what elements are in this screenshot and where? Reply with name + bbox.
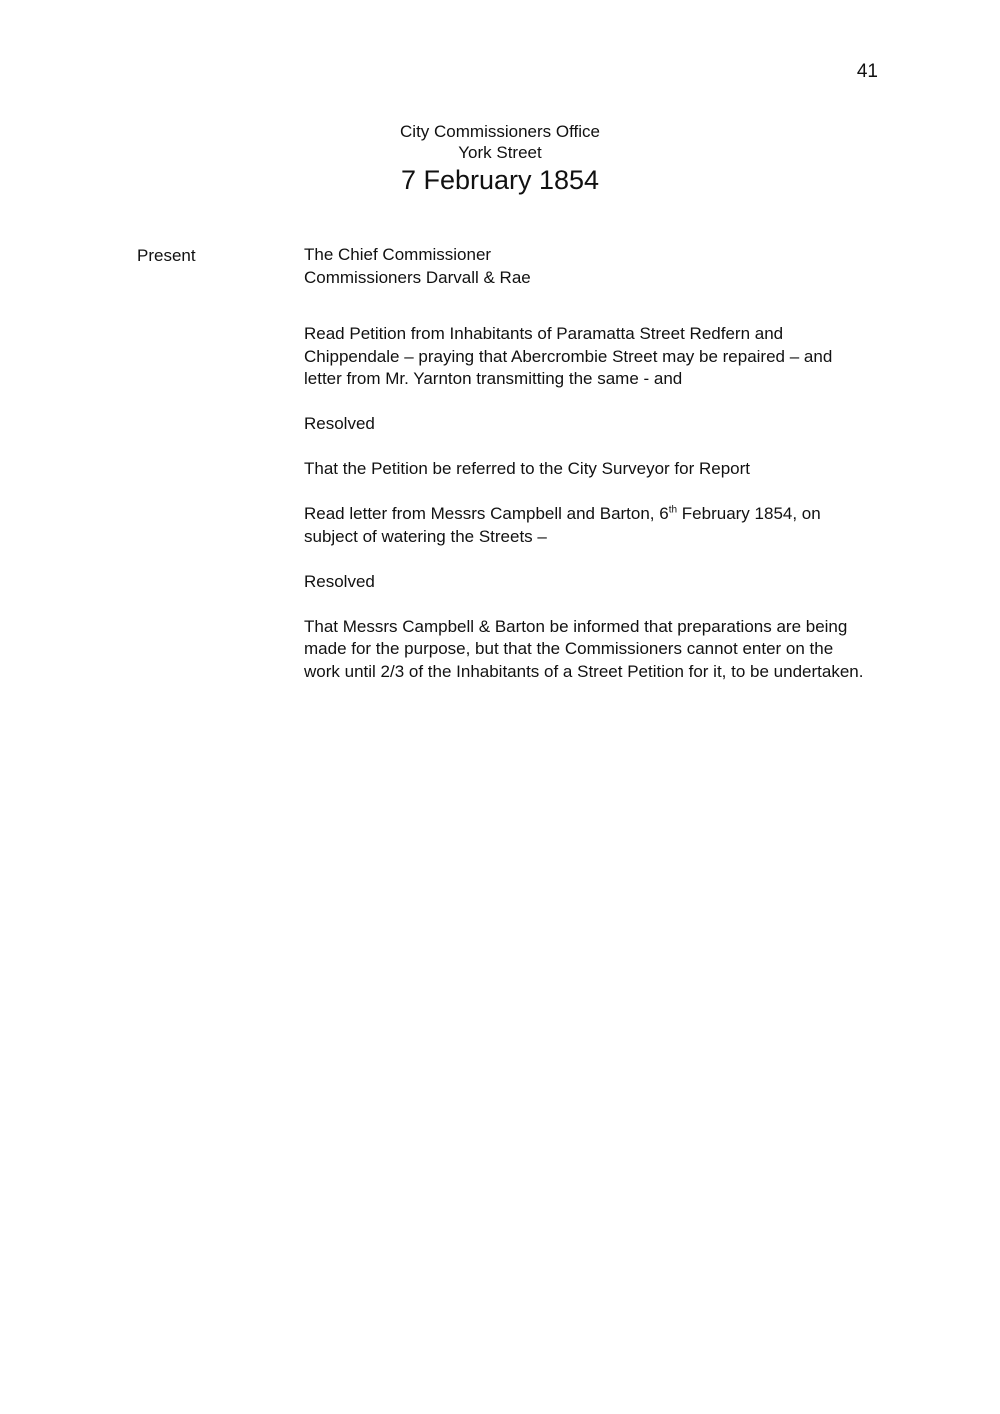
minute-line: subject of watering the Streets – [304,526,547,546]
present-label: Present [137,246,196,265]
meeting-date: 7 February 1854 [400,165,600,195]
resolved-heading: Resolved [304,414,375,433]
attendee: The Chief Commissioner [304,245,492,264]
resolved-heading: Resolved [304,571,375,591]
minute-line: Read Petition from Inhabitants of Paramatta Street Redfern and [304,324,784,343]
office-name: City Commissioners Office [400,122,600,141]
ordinal-suffix: th [668,504,678,516]
minute-line: work until 2/3 of the Inhabitants of a Street Petition for it, to be undertaken. [304,661,864,681]
minutes-body [304,244,944,683]
minute-line: That Messrs Campbell & Barton be informed that preparations are being [304,616,848,636]
attendee: Commissioners Darvall & Rae [304,267,531,287]
office-street: York Street [458,143,542,162]
resolution-text [304,616,944,684]
minute-line [304,503,944,526]
minute-line: Chippendale – praying that Abercrombie Street may be repaired – and [304,346,833,366]
resolution-text: That the Petition be referred to the City Surveyor for Report [304,459,750,478]
page-number: 41 [856,61,878,82]
minute-item-letter [304,503,944,548]
document-header [0,121,1000,197]
minute-line: letter from Mr. Yarnton transmitting the same - and [304,369,683,388]
minute-line-text: Read letter from Messrs Campbell and Barton, 6 [304,504,669,523]
minute-line: made for the purpose, but that the Commissioners cannot enter on the [304,639,834,658]
minute-item-petition [304,323,944,391]
minute-line-text: February 1854, on [677,504,821,523]
